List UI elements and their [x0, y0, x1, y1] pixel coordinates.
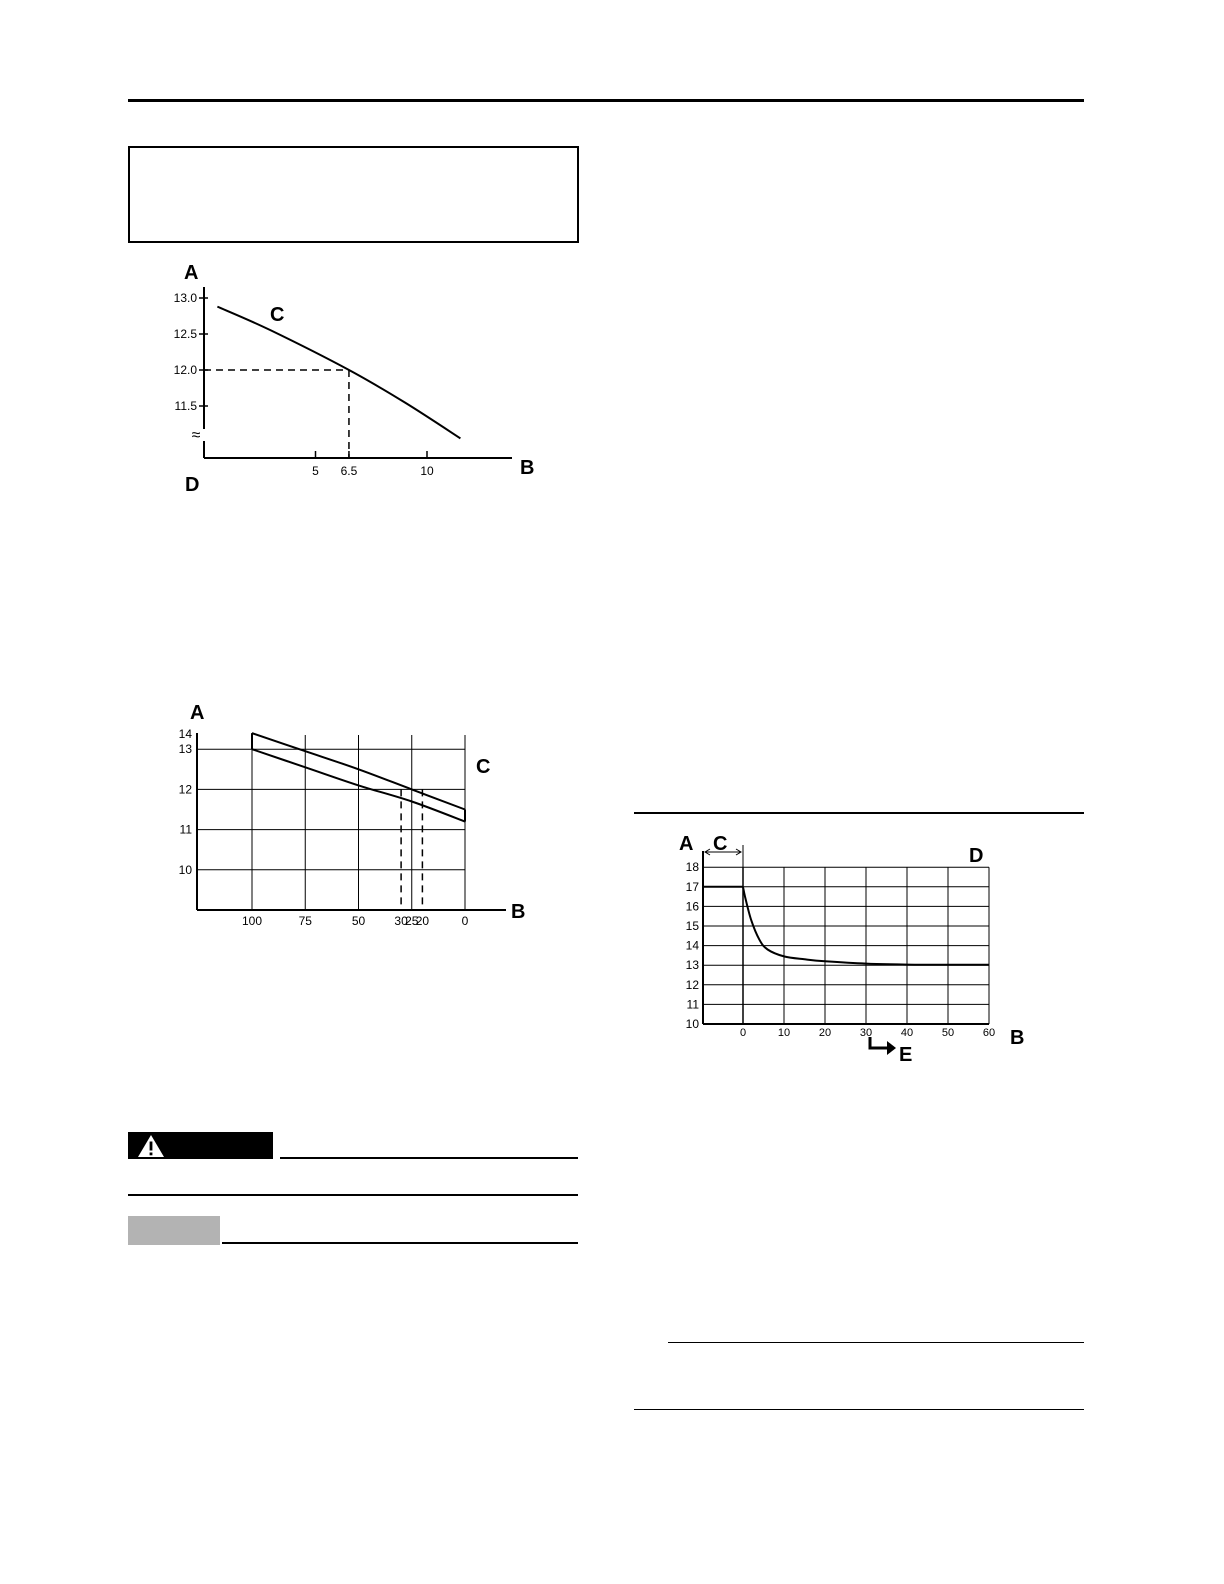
section-rule-right: [634, 812, 1084, 814]
e-arrowhead-icon: [887, 1041, 896, 1055]
y-tick-label: 12.5: [173, 327, 197, 341]
e-label: E: [899, 1044, 913, 1066]
series-curve-c: [217, 307, 460, 439]
y-tick-label: 17: [685, 879, 699, 894]
x-tick-label: 30: [859, 1027, 873, 1039]
x-tick-label: 10: [420, 464, 434, 478]
x-tick-label: 5: [312, 464, 319, 478]
x-tick-label: 20: [415, 914, 430, 928]
warning-header-rule: [280, 1157, 578, 1159]
y-tick-label: 16: [685, 899, 699, 914]
note-header-tab: [128, 1216, 220, 1245]
x-tick-label: 0: [461, 914, 469, 928]
y-tick-label: 18: [685, 860, 699, 875]
y-tick-label: 14: [685, 938, 699, 953]
x-tick-label: 25: [405, 914, 419, 928]
d-label: D: [969, 845, 984, 867]
y-tick-label: 11: [686, 997, 699, 1012]
y-tick-label: 12.0: [173, 363, 197, 377]
chart-charging-voltage-vs-time: [665, 825, 1065, 1075]
y-tick-label: 10: [685, 1017, 699, 1031]
x-tick-label: 40: [900, 1027, 914, 1039]
x-tick-label: 10: [777, 1027, 791, 1039]
y-tick-label: 13.0: [173, 291, 197, 305]
note-header-rule: [222, 1242, 578, 1244]
x-tick-label: 50: [941, 1027, 955, 1039]
curve-label: C: [476, 756, 491, 778]
x-tick-label: 0: [739, 1027, 747, 1039]
e-arrow-icon: [870, 1037, 888, 1048]
x-axis-label: B: [1010, 1027, 1025, 1049]
y-tick-label: 12: [178, 782, 192, 797]
y-tick-label: 11.5: [174, 399, 197, 413]
y-tick-label: 13: [178, 742, 192, 757]
warning-header-bar: [128, 1132, 273, 1159]
x-tick-label: 20: [818, 1027, 832, 1039]
c-label: C: [713, 833, 728, 855]
y-tick-label: 10: [178, 862, 192, 877]
warning-triangle-icon: [136, 1133, 166, 1159]
x-tick-label: 60: [982, 1027, 996, 1039]
note-label: D: [185, 474, 200, 496]
right-rule-2: [634, 1409, 1084, 1410]
chart-voltage-vs-gravity: [150, 255, 570, 505]
right-rule-1: [668, 1342, 1084, 1343]
y-tick-label: 11: [179, 822, 192, 837]
x-tick-label: 30: [394, 914, 408, 928]
chart-voltage-vs-charge: [150, 695, 570, 940]
x-axis-label: B: [511, 901, 526, 923]
y-axis-label: A: [184, 262, 199, 284]
y-axis-label: A: [679, 833, 694, 855]
y-tick-label: 15: [685, 919, 699, 933]
x-tick-label: 75: [298, 914, 312, 928]
x-tick-label: 100: [241, 914, 263, 928]
y-tick-label: 14: [178, 727, 192, 742]
x-axis-label: B: [520, 457, 535, 479]
warning-end-rule: [128, 1194, 578, 1196]
spec-box: [128, 146, 579, 243]
header-rule: [128, 99, 1084, 102]
x-tick-label: 50: [351, 914, 366, 928]
x-tick-label: 6.5: [340, 464, 358, 478]
y-tick-label: 13: [685, 958, 699, 973]
curve-label: C: [270, 304, 285, 326]
y-axis-label: A: [190, 702, 205, 724]
axis-break-mark: ≈: [191, 427, 201, 444]
y-tick-label: 12: [685, 977, 699, 992]
